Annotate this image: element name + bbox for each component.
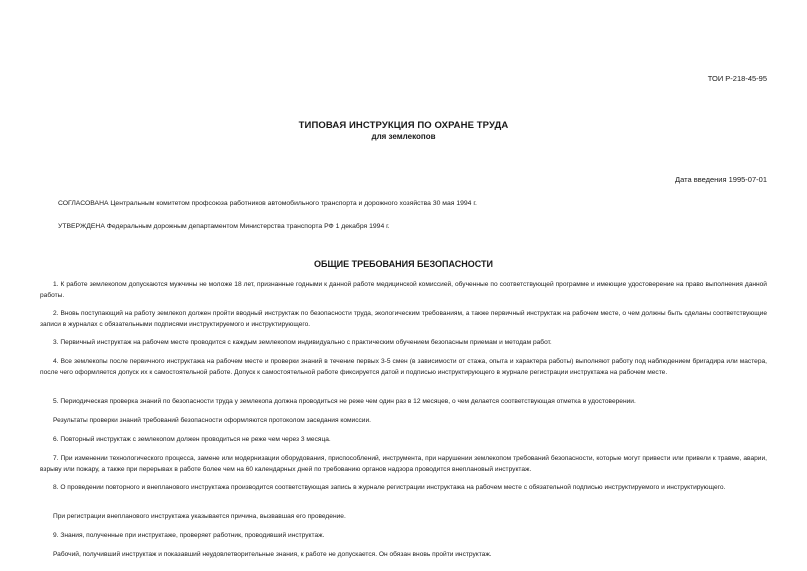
paragraph: 1. К работе землекопом допускаются мужчины не моложе 18 лет, признанные годными к данной работе медицинской комиссией, обученные по соответствующей программе и имеющие удостоверение на право выполнения данной работы. (40, 281, 767, 299)
paragraph: 2. Вновь поступающий на работу землекоп должен пройти вводный инструктаж по безопасности труда, экологическим требованиям, а также первичный инструктаж на рабочем месте, о чем должны быть сделаны соответствующие записи в журналах с обязательными подписями инструктируемого и инструктирующего. (40, 310, 767, 328)
document-title: ТИПОВАЯ ИНСТРУКЦИЯ ПО ОХРАНЕ ТРУДА (298, 120, 509, 131)
agreed-statement: СОГЛАСОВАНА Центральным комитетом профсоюза работников автомобильного транспорта и дорожного хозяйства 30 мая 1994 г. (58, 200, 477, 207)
paragraph: 5. Периодическая проверка знаний по безопасности труда у землекопа должна проводиться не реже чем один раз в 12 месяцев, о чем делается соответствующая отметка в удостоверении. (53, 398, 636, 405)
paragraph: 9. Знания, полученные при инструктаже, проверяет работник, проводивший инструктаж. (53, 532, 325, 539)
section-title: ОБЩИЕ ТРЕБОВАНИЯ БЕЗОПАСНОСТИ (313, 259, 494, 269)
document-subtitle: для землекопов (371, 132, 436, 141)
paragraph: 6. Повторный инструктаж с землекопом должен проводиться не реже чем через 3 месяца. (53, 436, 331, 443)
document-code: ТОИ Р-218-45-95 (707, 74, 767, 83)
title-block (0, 120, 807, 141)
approved-statement: УТВЕРЖДЕНА Федеральным дорожным департаментом Министерства транспорта РФ 1 декабря 1994 г. (58, 223, 390, 230)
paragraph: Рабочий, получивший инструктаж и показавший неудовлетворительные знания, к работе не допускается. Он обязан вновь пройти инструктаж. (53, 551, 492, 558)
paragraph: 4. Все землекопы после первичного инструктажа на рабочем месте и проверки знаний в течение первых 3-5 смен (в зависимости от стажа, опыта и характера работы) выполняют работу под наблюдением бригадира или мастера, после чего оформляется допуск их к самостоятельной работе. Допуск к самостоятельной работе фиксируется датой и подписью инструктирующего в журнале регистрации инструктажа на рабочем месте. (40, 358, 767, 376)
paragraph: 7. При изменении технологического процесса, замене или модернизации оборудования, приспособлений, инструмента, при нарушении землекопом требований безопасности, которые могут привести или привели к травме, аварии, взрыву или пожару, а также при перерывах в работе более чем на 60 календарных дней по требованию органов надзора проводится внеплановый инструктаж. (40, 455, 767, 473)
paragraph: 8. О проведении повторного и внепланового инструктажа производится соответствующая запись в журнале регистрации инструктажа на рабочем месте с обязательной подписью инструктируемого и инструктирующего. (53, 484, 726, 491)
paragraph: При регистрации внепланового инструктажа указывается причина, вызвавшая его проведение. (53, 513, 346, 520)
paragraph: Результаты проверки знаний требований безопасности оформляются протоколом заседания комиссии. (53, 417, 371, 424)
paragraph: 3. Первичный инструктаж на рабочем месте проводится с каждым землекопом индивидуально с практическим обучением безопасным приемам и методам работ. (53, 339, 552, 346)
effective-date: Дата введения 1995-07-01 (675, 175, 767, 184)
